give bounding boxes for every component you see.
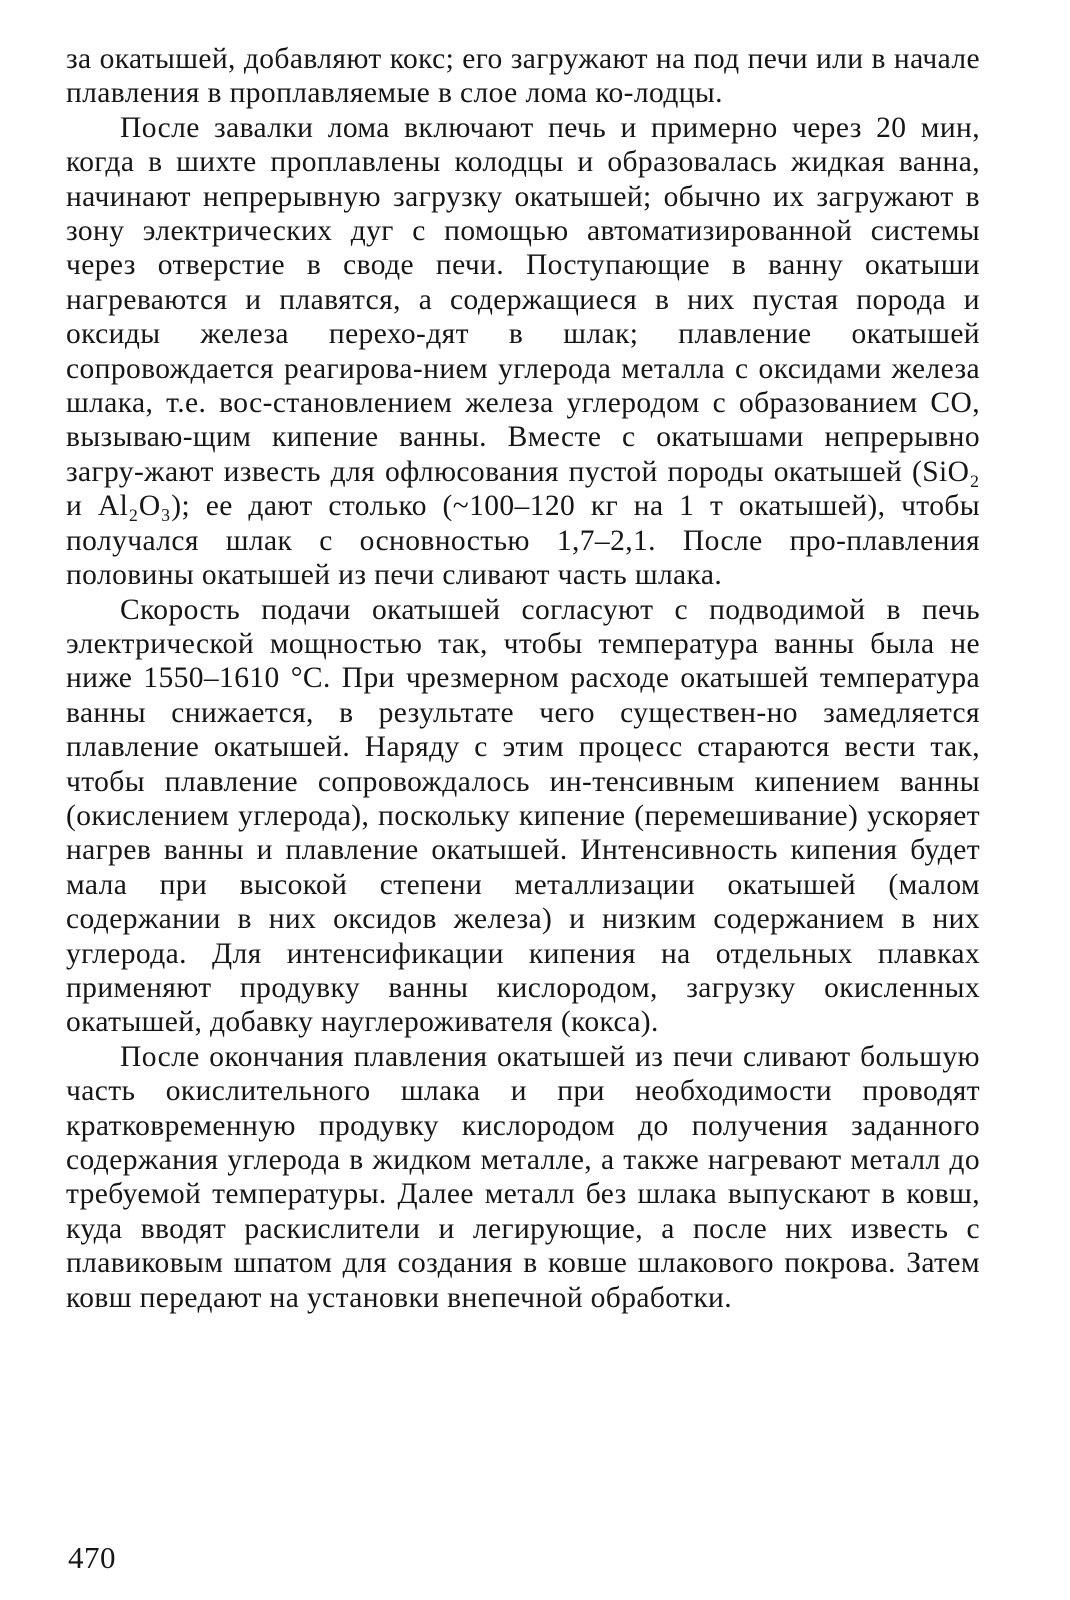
page-number: 470 xyxy=(68,1540,116,1575)
paragraph-continuation: за окатышей, добавляют кокс; его загружают на под печи или в начале плавления в проплавляемые в слое лома ко-лодцы. xyxy=(66,43,980,110)
page-body xyxy=(66,42,980,1315)
paragraph-tapping: После окончания плавления окатышей из печи сливают большую часть окислительного шлака и при необходимости проводят кратковременную продувку кислородом до получения заданного содержания углерода в жидком металле, а также нагревают металл до требуемой температуры. Далее металл без шлака выпускают в ковш, куда вводят раскислители и легирующие, а после них известь с плавиковым шпатом для создания в ковше шлакового покрова. Затем ковш передают на установки внепечной обработки. xyxy=(66,1040,980,1314)
paragraph-feed-rate: Скорость подачи окатышей согласуют с подводимой в печь электрической мощностью так, чтобы температура ванны была не ниже 1550–1610 °С. При чрезмерном расходе окатышей температура ванны снижается, в результате чего существен-но замедляется плавление окатышей. Наряду с этим процесс стараются вести так, чтобы плавление сопровождалось ин-тенсивным кипением ванны (окислением углерода), поскольку кипение (перемешивание) ускоряет нагрев ванны и плавление окатышей. Интенсивность кипения будет мала при высокой степени металлизации окатышей (малом содержании в них оксидов железа) и низким содержанием в них углерода. Для интенсификации кипения на отдельных плавках применяют продувку ванны кислородом, загрузку окисленных окатышей, добавку науглероживателя (кокса). xyxy=(66,593,980,1039)
paragraph-pellet-loading: После завалки лома включают печь и примерно через 20 мин, когда в шихте проплавлены колодцы и образовалась жидкая ванна, начинают непрерывную загрузку окатышей; обычно их загружают в зону электрических дуг с помощью автоматизированной системы через отверстие в своде печи. Поступающие в ванну окатыши нагреваются и плавятся, а содержащиеся в них пустая порода и оксиды железа перехо-дят в шлак; плавление окатышей сопровождается реагирова-нием углерода металла с оксидами железа шлака, т.е. вос-становлением железа углеродом с образованием CO, вызываю-щим кипение ванны. Вместе с окатышами непрерывно загру-жают известь для офлюсования пустой породы окатышей (SiO₂ и Al₂O₃); ее дают столько (~100–120 кг на 1 т окатышей), чтобы получался шлак с основностью 1,7–2,1. После про-плавления половины окатышей из печи сливают часть шлака. xyxy=(66,111,980,592)
